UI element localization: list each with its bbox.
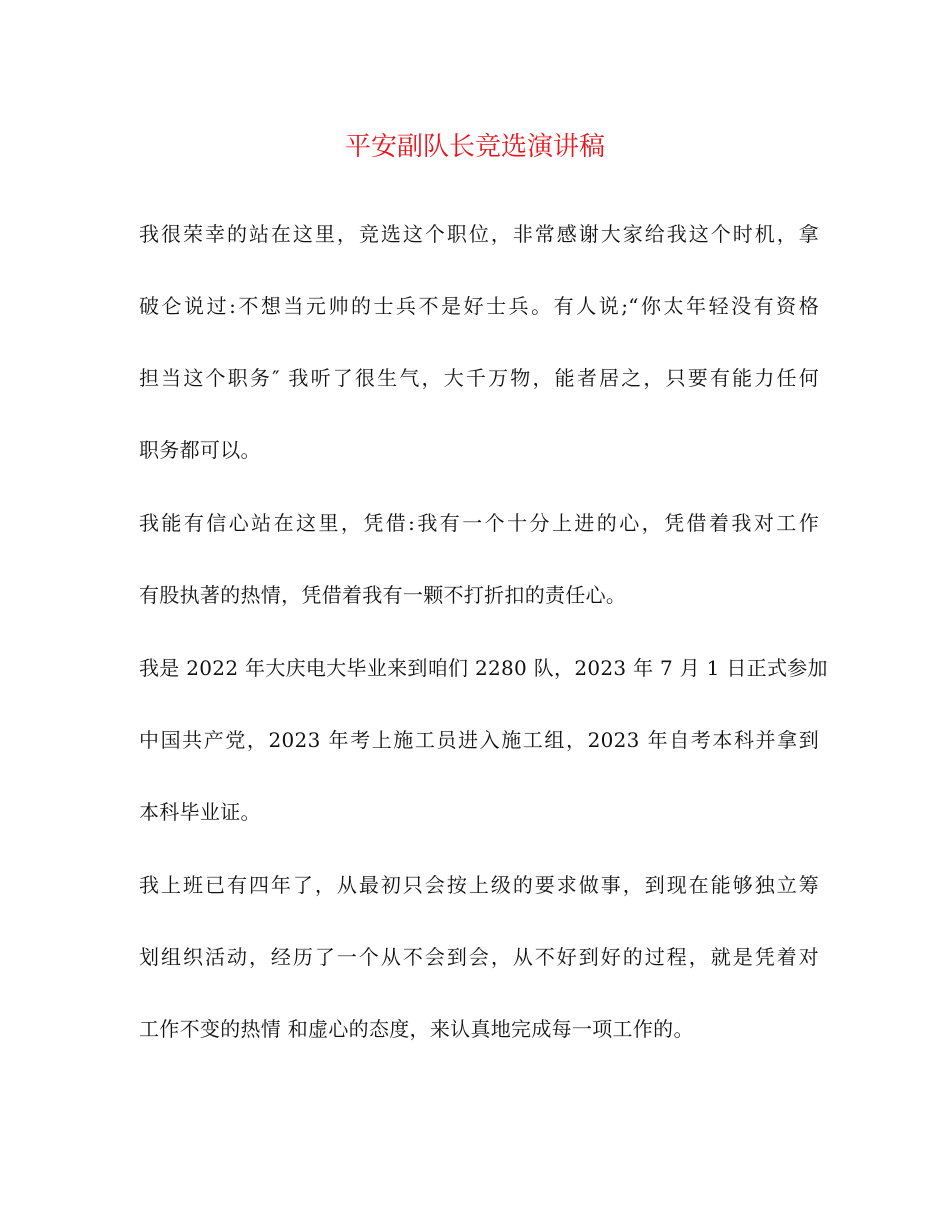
paragraph-1-line-1: 我很荣幸的站在这里，竞选这个职位，非常感谢大家给我这个时机，拿 — [139, 222, 819, 246]
document-title: 平安副队长竞选演讲稿 — [344, 132, 605, 162]
paragraph-1-line-3: 担当这个职务″ 我听了很生气，大千万物，能者居之，只要有能力任何 — [139, 366, 819, 390]
paragraph-1-line-2: 破仑说过:不想当元帅的士兵不是好士兵。有人说;“你太年轻没有资格 — [139, 294, 819, 318]
paragraph-4-line-1: 我上班已有四年了，从最初只会按上级的要求做事，到现在能够独立筹 — [139, 873, 819, 897]
paragraph-2-line-2: 有股执著的热情，凭借着我有一颗不打折扣的责任心。 — [139, 583, 627, 607]
paragraph-4-line-3: 工作不变的热情 和虚心的态度，来认真地完成每一项工作的。 — [139, 1017, 694, 1041]
paragraph-3-line-2: 中国共产党，2023 年考上施工员进入施工组，2023 年自考本科并拿到 — [139, 728, 819, 752]
paragraph-3-line-1: 我是 2022 年大庆电大毕业来到咱们 2280 队，2023 年 7 月 1 日正式参加 — [139, 656, 828, 680]
paragraph-4-line-2: 划组织活动，经历了一个从不会到会，从不好到好的过程，就是凭着对 — [139, 945, 819, 969]
paragraph-1-line-4: 职务都可以。 — [139, 438, 261, 462]
paragraph-3-line-3: 本科毕业证。 — [139, 800, 261, 824]
paragraph-2-line-1: 我能有信心站在这里，凭借:我有一个十分上进的心，凭借着我对工作 — [139, 511, 819, 535]
